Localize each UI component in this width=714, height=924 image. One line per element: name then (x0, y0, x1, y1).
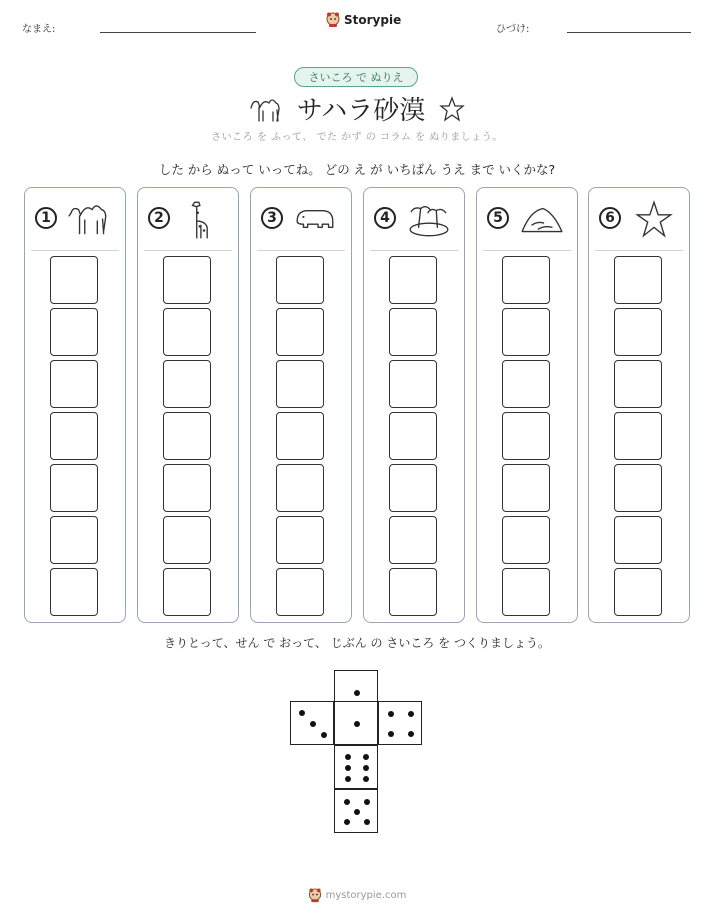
color-box[interactable] (50, 516, 98, 564)
column-header (25, 188, 125, 250)
dice-pip (408, 711, 414, 717)
color-box[interactable] (389, 412, 437, 460)
column-header (138, 188, 238, 250)
color-box[interactable] (163, 516, 211, 564)
dice-pip (299, 710, 305, 716)
color-box[interactable] (163, 256, 211, 304)
column-divider (483, 250, 571, 251)
title-row (0, 90, 714, 130)
dice-pip (388, 731, 394, 737)
column-header (589, 188, 689, 250)
storypie-mascot-icon (326, 12, 340, 28)
dice-pip (408, 731, 414, 737)
color-box[interactable] (614, 464, 662, 512)
oasis-icon (406, 198, 452, 240)
color-box[interactable] (389, 516, 437, 564)
column-number: 4 (374, 207, 396, 229)
column-number: 2 (148, 207, 170, 229)
brand-logo (326, 12, 401, 28)
column-divider (31, 250, 119, 251)
date-label: ひづけ: (496, 24, 530, 35)
dice-face-1 (334, 701, 378, 745)
dice-pip (363, 765, 369, 771)
color-box[interactable] (276, 308, 324, 356)
footer (0, 888, 714, 906)
dice-face-6 (334, 745, 378, 789)
color-box[interactable] (502, 308, 550, 356)
name-label: なまえ: (22, 24, 56, 35)
color-box[interactable] (502, 412, 550, 460)
column-1 (24, 187, 126, 623)
color-box[interactable] (50, 464, 98, 512)
color-box[interactable] (389, 256, 437, 304)
cut-instruction: きりとって、せん で おって、 じぶん の さいころ を つくりましょう。 (164, 636, 550, 650)
giraffe-icon (180, 198, 226, 240)
dice-pip (354, 690, 360, 696)
color-box[interactable] (614, 412, 662, 460)
hippo-icon (293, 198, 339, 240)
color-box[interactable] (163, 464, 211, 512)
dice-pip (345, 765, 351, 771)
color-box[interactable] (614, 568, 662, 616)
column-number: 1 (35, 207, 57, 229)
dice-pip (364, 819, 370, 825)
color-box[interactable] (163, 308, 211, 356)
date-line[interactable] (567, 32, 691, 33)
color-box[interactable] (50, 256, 98, 304)
color-box[interactable] (502, 360, 550, 408)
dice-pip (310, 721, 316, 727)
column-number: 5 (487, 207, 509, 229)
color-box[interactable] (50, 412, 98, 460)
brand-name: Storypie (344, 13, 402, 27)
dice-pip (345, 754, 351, 760)
color-box[interactable] (614, 256, 662, 304)
color-box[interactable] (389, 568, 437, 616)
footer-url[interactable]: mystorypie.com (325, 890, 407, 901)
dice-pip (344, 819, 350, 825)
dice-pip (354, 721, 360, 727)
color-box[interactable] (389, 360, 437, 408)
color-box[interactable] (502, 516, 550, 564)
dice-pip (363, 754, 369, 760)
dice-pip (388, 711, 394, 717)
column-header (364, 188, 464, 250)
color-box[interactable] (389, 308, 437, 356)
color-box[interactable] (50, 308, 98, 356)
column-number: 6 (599, 207, 621, 229)
dice-face-4 (378, 701, 422, 745)
column-divider (257, 250, 345, 251)
column-header (477, 188, 577, 250)
star-icon (439, 96, 465, 122)
color-box[interactable] (50, 568, 98, 616)
column-header (251, 188, 351, 250)
color-box[interactable] (163, 412, 211, 460)
dice-face-5 (334, 789, 378, 833)
storypie-mascot-icon (308, 888, 322, 903)
dice-pip (321, 732, 327, 738)
camel-icon (67, 198, 113, 240)
column-divider (144, 250, 232, 251)
color-box[interactable] (276, 360, 324, 408)
dice-pip (364, 799, 370, 805)
color-box[interactable] (276, 464, 324, 512)
column-number: 3 (261, 207, 283, 229)
star-icon (631, 198, 677, 240)
color-box[interactable] (276, 412, 324, 460)
column-4 (363, 187, 465, 623)
column-divider (370, 250, 458, 251)
color-box[interactable] (389, 464, 437, 512)
color-box[interactable] (163, 360, 211, 408)
dice-pip (363, 776, 369, 782)
dice-pip (344, 799, 350, 805)
color-box[interactable] (276, 256, 324, 304)
column-3 (250, 187, 352, 623)
color-box[interactable] (276, 568, 324, 616)
page-title: サハラ砂漠 (296, 96, 426, 126)
activity-badge: さいころ で ぬりえ (294, 67, 418, 87)
sand-dune-icon (519, 198, 565, 240)
dice-pip (345, 776, 351, 782)
column-divider (595, 250, 683, 251)
dice-pip (354, 809, 360, 815)
column-6 (588, 187, 690, 623)
color-box[interactable] (614, 516, 662, 564)
color-box[interactable] (502, 464, 550, 512)
camel-icon (249, 95, 283, 123)
column-2 (137, 187, 239, 623)
name-line[interactable] (100, 32, 256, 33)
color-box[interactable] (276, 516, 324, 564)
dice-net[interactable] (290, 670, 424, 836)
dice-face-3 (290, 701, 334, 745)
column-5 (476, 187, 578, 623)
color-box[interactable] (614, 308, 662, 356)
color-box[interactable] (502, 568, 550, 616)
subtitle: さいころ を ふって、 でた かず の コラム を ぬりましょう。 (211, 132, 503, 143)
color-box[interactable] (614, 360, 662, 408)
color-box[interactable] (50, 360, 98, 408)
color-box[interactable] (502, 256, 550, 304)
instruction-text: した から ぬって いってね。 どの え が いちばん うえ まで いくかな? (158, 162, 556, 177)
color-box[interactable] (163, 568, 211, 616)
